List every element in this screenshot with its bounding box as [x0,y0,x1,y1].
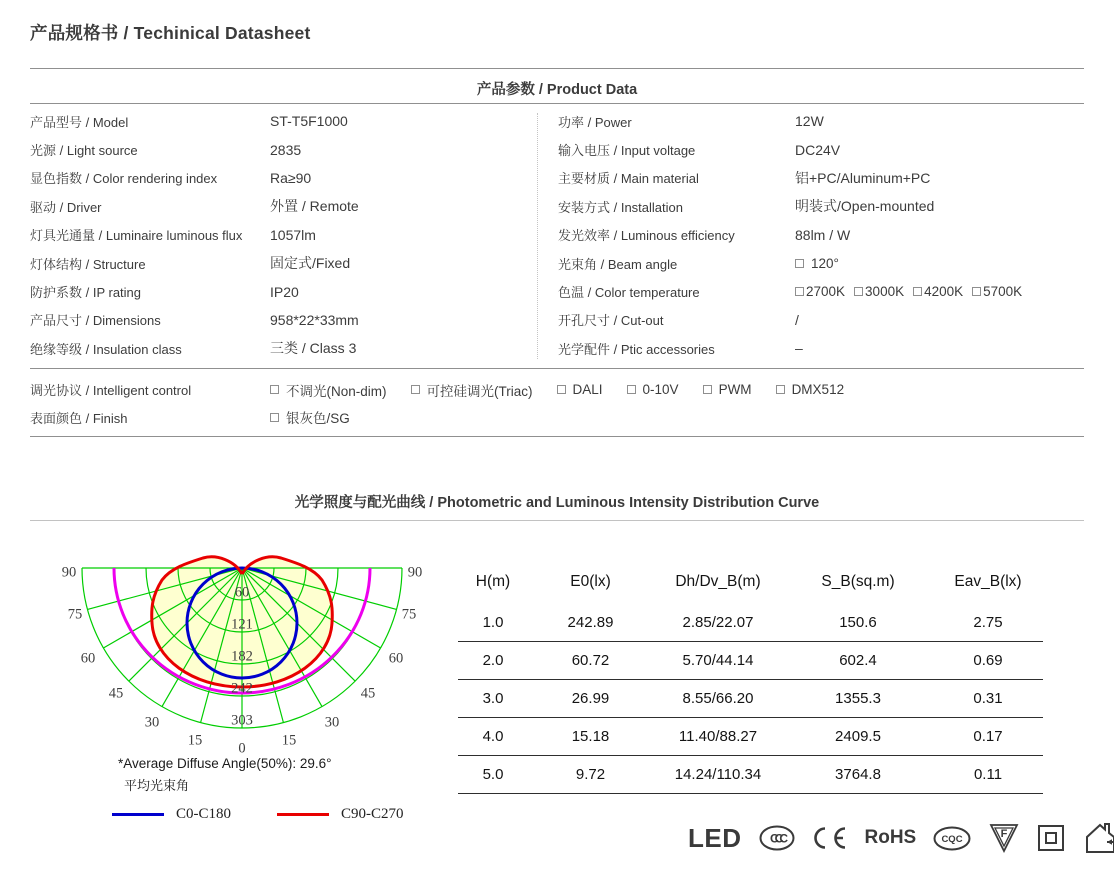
table-row [458,680,1043,718]
divider-line [30,436,1084,437]
spec-value: 明装式/Open-mounted [795,198,935,215]
rohs-label: RoHS [864,827,917,848]
spec-label: 光学配件 / Ptic accessories [558,341,715,357]
spec-label: 输入电压 / Input voltage [558,143,696,159]
checkbox [854,287,863,296]
checkbox [557,385,566,394]
svg-text:182: 182 [231,648,253,665]
cqc-mark-icon [933,826,971,851]
spec-label: 绝缘等级 / Insulation class [30,341,182,357]
spec-row [558,221,1084,249]
option-label: DMX512 [791,382,845,398]
table-cell: 2.75 [973,614,1003,631]
class-ii-double-square-icon [1037,824,1065,852]
table-cell: 1.0 [482,614,504,631]
table-cell: 0.17 [973,728,1003,745]
page-title: 产品规格书 / Techinical Datasheet [30,23,311,43]
spec-label: 产品尺寸 / Dimensions [30,313,161,329]
table-cell: 2.0 [482,652,504,669]
divider-line [30,103,1084,104]
checkbox-option [913,284,963,299]
table-header-cell: S_B(sq.m) [821,573,895,590]
spec-value: 1057lm [270,226,316,243]
table-cell: 0.31 [973,690,1003,707]
photometric-polar-chart [45,546,445,774]
svg-text:75: 75 [401,606,417,623]
table-cell: 602.4 [839,652,877,669]
spec-value: DC24V [795,141,841,158]
option-label: 5700K [983,284,1023,300]
table-cell: 5.70/44.14 [682,652,754,669]
checkbox-option [270,380,387,400]
spec-value [795,284,1022,299]
dotted-column-divider [537,113,538,359]
svg-text:45: 45 [108,685,124,702]
indoor-use-house-icon [1082,821,1114,855]
led-label: LED [688,822,742,853]
table-header-cell: Eav_B(lx) [954,573,1022,590]
svg-text:0: 0 [238,740,246,757]
legend-label: C0-C180 [176,806,232,822]
svg-text:60: 60 [234,584,250,601]
spec-label: 显色指数 / Color rendering index [30,171,218,187]
checkbox [776,385,785,394]
checkbox [795,287,804,296]
spec-value: – [795,340,803,357]
table-cell: 8.55/66.20 [682,690,754,707]
divider-line [30,68,1084,69]
svg-text:45: 45 [360,685,376,702]
table-header-cell: Dh/Dv_B(m) [675,573,761,590]
svg-text:90: 90 [407,564,423,581]
table-cell: 5.0 [482,766,504,783]
spec-label: 驱动 / Driver [30,199,102,215]
table-cell: 26.99 [571,690,610,707]
table-cell: 4.0 [482,728,504,745]
svg-text:75: 75 [67,606,83,623]
spec-value: Ra≥90 [270,169,312,186]
checkbox-option [972,284,1022,299]
option-label: 可控硅调光(Triac) [426,383,533,399]
checkbox-option [270,407,350,427]
spec-value: / [795,311,799,328]
photometric-section-title: 光学照度与配光曲线 / Photometric and Luminous Intensity Distribution Curve [294,495,820,511]
spec-table-left [30,107,535,363]
table-cell: 3.0 [482,690,504,707]
spec-label: 主要材质 / Main material [558,171,699,187]
spec-row [30,334,535,362]
spec-value [270,380,844,400]
svg-text:242: 242 [231,680,253,697]
spec-row [558,334,1084,362]
checkbox [270,413,279,422]
option-label: PWM [718,382,752,398]
spec-row [30,192,535,220]
photometric-data-table [458,560,1043,794]
checkbox [627,385,636,394]
option-label: 银灰色/SG [286,411,350,427]
svg-text:15: 15 [187,732,203,749]
spec-value: 958*22*33mm [270,311,359,328]
table-cell: 9.72 [575,766,606,783]
checkbox [411,385,420,394]
spec-label: 开孔尺寸 / Cut-out [558,313,664,329]
spec-row [30,221,535,249]
svg-text:60: 60 [388,650,404,667]
checkbox-option [795,284,845,299]
table-header-cell: E0(lx) [570,573,611,590]
option-label: 不调光(Non-dim) [286,383,387,399]
spec-row [30,306,535,334]
spec-label: 功率 / Power [558,114,632,130]
legend-line-swatch [112,813,164,816]
checkbox [795,259,804,268]
table-cell: 15.18 [571,728,610,745]
table-cell: 2.85/22.07 [682,614,754,631]
control-rows [30,376,1080,431]
table-cell: 2409.5 [835,728,881,745]
spec-label: 安装方式 / Installation [558,199,683,215]
legend-item [112,806,231,823]
spec-row [558,164,1084,192]
table-cell: 11.40/88.27 [678,728,758,745]
average-diffuse-angle-note: *Average Diffuse Angle(50%): 29.6° [118,756,332,771]
average-beam-angle-note-cn: 平均光束角 [124,778,190,793]
table-header-row [458,560,1043,604]
product-data-section-title: 产品参数 / Product Data [476,82,638,98]
option-label: DALI [572,382,603,398]
svg-text:30: 30 [144,714,160,731]
checkbox-option [411,380,533,400]
table-row [458,604,1043,642]
svg-text:303: 303 [231,712,253,729]
spec-value: 12W [795,113,824,130]
spec-label: 产品型号 / Model [30,114,129,130]
table-cell: 3764.8 [835,766,881,783]
spec-value: 固定式/Fixed [270,255,351,272]
table-cell: 150.6 [839,614,877,631]
spec-row [558,135,1084,163]
checkbox [703,385,712,394]
spec-label: 灯具光通量 / Luminaire luminous flux [30,228,243,244]
spec-label: 光束角 / Beam angle [558,256,678,272]
spec-label: 发光效率 / Luminous efficiency [558,228,735,244]
spec-value: 铝+PC/Aluminum+PC [795,169,931,186]
option-label: 120° [811,255,839,271]
table-cell: 0.69 [973,652,1003,669]
divider-line [30,520,1084,521]
spec-label: 表面颜色 / Finish [30,410,128,426]
spec-label: 防护系数 / IP rating [30,285,142,301]
table-row [458,756,1043,794]
option-label: 2700K [806,284,846,300]
checkbox [270,385,279,394]
svg-text:CQC: CQC [941,833,963,845]
spec-row [30,135,535,163]
legend-label: C90-C270 [341,806,404,822]
checkbox-option [795,256,839,271]
checkbox [972,287,981,296]
spec-row [558,306,1084,334]
spec-value: IP20 [270,283,299,300]
checkbox-option [854,284,904,299]
option-label: 3000K [865,284,905,300]
spec-row [30,404,1080,432]
checkbox-option [557,382,603,397]
legend-line-swatch [277,813,329,816]
ce-mark-icon [812,826,848,850]
option-label: 0-10V [642,382,679,398]
table-cell: 0.11 [973,766,1003,783]
spec-value [270,407,350,427]
svg-text:15: 15 [281,732,297,749]
table-cell: 242.89 [567,614,614,631]
svg-text:CCC: CCC [769,831,784,846]
table-cell: 14.24/110.34 [674,766,762,783]
certification-marks [688,814,1114,862]
spec-row [30,249,535,277]
spec-label: 色温 / Color temperature [558,285,700,301]
svg-text:60: 60 [80,650,96,667]
spec-value: 2835 [270,141,302,158]
checkbox-option [703,382,752,397]
svg-text:F: F [1000,828,1008,840]
spec-row [30,107,535,135]
table-cell: 1355.3 [835,690,881,707]
spec-value: 三类 / Class 3 [270,340,357,357]
spec-row [30,376,1080,404]
table-header-cell: H(m) [475,573,511,590]
spec-row [30,277,535,305]
spec-value: ST-T5F1000 [270,113,348,130]
spec-table-right [558,107,1084,363]
option-label: 4200K [924,284,964,300]
thermal-fuse-f-triangle-icon [988,822,1020,854]
spec-value [795,256,839,271]
table-cell: 60.72 [571,652,610,669]
spec-row [558,107,1084,135]
svg-text:30: 30 [324,714,340,731]
spec-row [558,192,1084,220]
spec-value: 外置 / Remote [270,198,359,215]
chart-legend [112,806,404,823]
spec-value: 88lm / W [795,226,851,243]
divider-line [30,368,1084,369]
table-row [458,718,1043,756]
svg-text:90: 90 [61,564,77,581]
spec-row [558,277,1084,305]
ccc-mark-icon [759,825,795,851]
svg-text:121: 121 [231,616,253,633]
table-row [458,642,1043,680]
spec-row [30,164,535,192]
spec-label: 调光协议 / Intelligent control [30,383,192,399]
legend-item [277,806,404,823]
spec-label: 光源 / Light source [30,143,138,159]
checkbox [913,287,922,296]
spec-row [558,249,1084,277]
spec-label: 灯体结构 / Structure [30,256,146,272]
checkbox-option [776,382,845,397]
checkbox-option [627,382,679,397]
